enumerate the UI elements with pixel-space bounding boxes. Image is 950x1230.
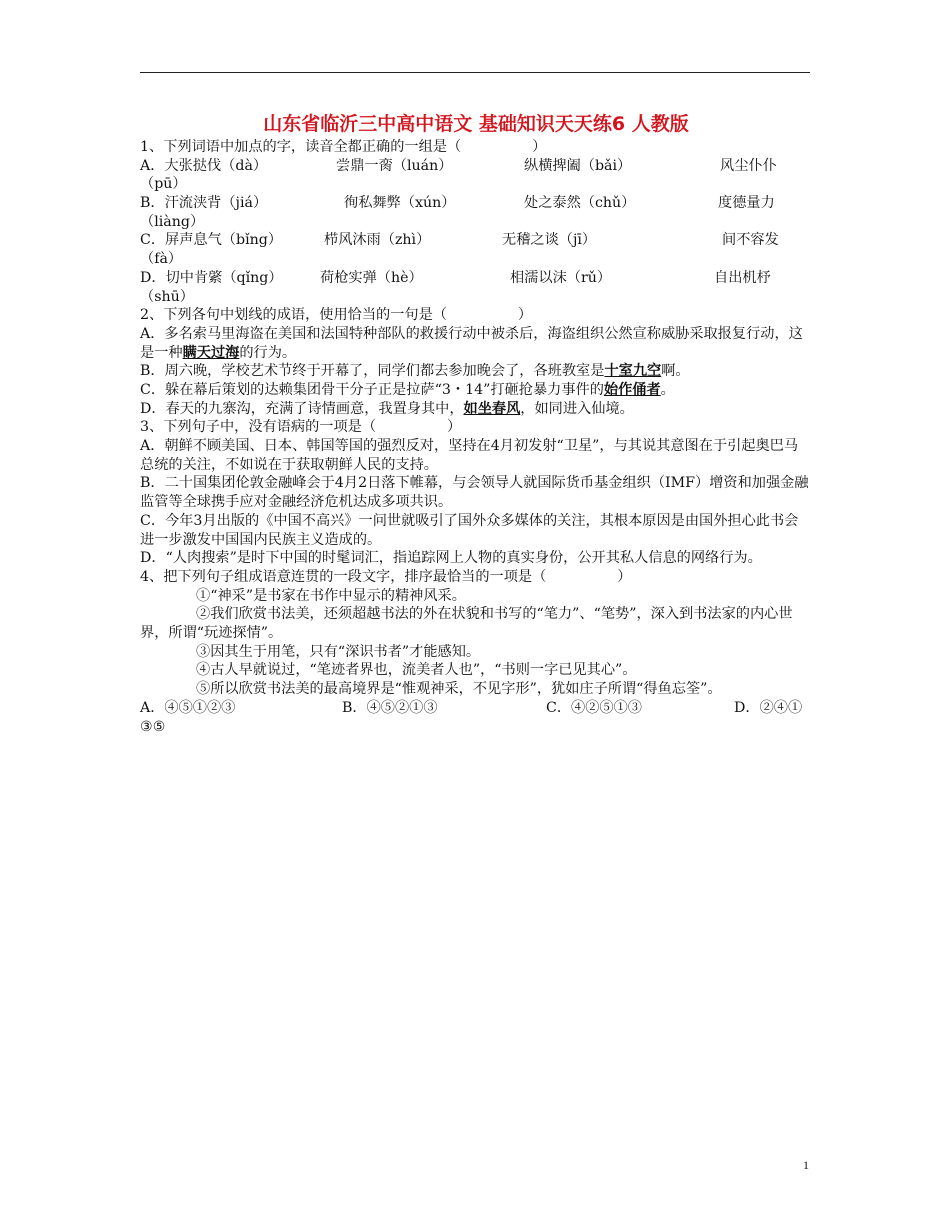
q2-c-text: C．躲在幕后策划的达赖集团骨干分子正是拉萨“3・14”打砸抢暴力事件的 xyxy=(140,381,604,398)
q2-d-text: D．春天的九寨沟，充满了诗情画意，我置身其中， xyxy=(140,400,464,417)
q1-d-item-3: 相濡以沫（rǔ） xyxy=(510,269,612,286)
q4-sentence-4: ④古人早就说过，“笔迹者界也，流美者人也”，“书则一字已见其心”。 xyxy=(196,662,637,679)
q1-stem: 1、下列词语中加点的字，读音全都正确的一组是（ ） xyxy=(140,139,547,155)
q2-c-tail: 。 xyxy=(660,381,675,398)
q2-a-text: A．多名索马里海盗在美国和法国特种部队的救援行动中被杀后，海盗组织公然宣称威胁采取报复行动，这是一种 xyxy=(140,325,803,361)
q1-d-item-1: D．切中肯綮（qǐng） xyxy=(140,269,283,286)
q1-c-item-1: C．屏声息气（bǐng） xyxy=(140,232,283,249)
q1-c-pinyin-wrap: （fà） xyxy=(140,251,183,268)
q3-stem: 3、下列句子中，没有语病的一项是（ ） xyxy=(140,419,462,436)
q4-stem: 4、把下列句子组成语意连贯的一段文字，排序最恰当的一项是（ ） xyxy=(140,568,632,585)
q4-option-d-wrap: ③⑤ xyxy=(140,718,166,735)
page-number: 1 xyxy=(803,1158,809,1172)
q2-option-a xyxy=(140,325,812,362)
q4-sentence-5: ⑤所以欣赏书法美的最高境界是“惟观神采，不见字形”，犹如庄子所谓“得鱼忘筌”。 xyxy=(196,681,722,698)
q2-c-idiom: 始作俑者 xyxy=(603,381,661,398)
q4-sentence-1: ①“神采”是书家在书作中显示的精神风采。 xyxy=(196,587,466,604)
document-title: 山东省临沂三中高中语文 基础知识天天练6 人教版 xyxy=(263,113,689,135)
q1-a-item-1: A．大张挞伐（dà） xyxy=(140,157,268,174)
q1-a-item-3: 纵横捭阖（bǎi） xyxy=(524,157,632,174)
q1-option-b xyxy=(140,194,812,213)
q1-c-item-3: 无稽之谈（jī） xyxy=(502,232,597,249)
q1-b-pinyin-wrap: （liàng） xyxy=(140,213,205,230)
q2-d-idiom: 如坐春风 xyxy=(463,400,521,417)
q1-b-item-2: 徇私舞弊（xún） xyxy=(344,195,456,212)
header-rule xyxy=(140,72,810,73)
q4-option-d: D．②④① xyxy=(734,699,803,716)
q3-option-b: B．二十国集团伦敦金融峰会于4月2日落下帷幕，与会领导人就国际货币基金组织（IMF）增资和加强金融监管等全球携手应对金融经济危机达成多项共识。 xyxy=(140,475,809,511)
q3-option-c: C．今年3月出版的《中国不高兴》一问世就吸引了国外众多媒体的关注，其根本原因是由国外担心此书会进一步激发中国国内民族主义造成的。 xyxy=(140,512,799,548)
q1-a-item-4: 风尘仆仆 xyxy=(720,157,777,174)
q4-option-b: B．④⑤②①③ xyxy=(342,699,438,716)
q1-b-item-3: 处之泰然（chǔ） xyxy=(524,195,636,212)
document-body xyxy=(140,112,812,736)
q2-a-tail: 的行为。 xyxy=(239,344,297,361)
q4-option-a: A．④⑤①②③ xyxy=(140,699,236,716)
q2-d-tail: ，如同进入仙境。 xyxy=(520,400,634,417)
q2-b-text: B．周六晚，学校艺术节终于开幕了，同学们都去参加晚会了，各班教室是 xyxy=(140,363,605,380)
q1-c-item-2: 栉风沐雨（zhì） xyxy=(324,232,431,249)
q1-d-pinyin-wrap: （shū） xyxy=(140,288,194,305)
q1-d-item-2: 荷枪实弹（hè） xyxy=(320,269,423,286)
q2-a-idiom: 瞒天过海 xyxy=(182,344,240,361)
q4-sentence-2: ②我们欣赏书法美，还须超越书法的外在状貌和书写的“笔力”、“笔势”，深入到书法家的内心世界，所谓“玩迹探情”。 xyxy=(140,606,793,642)
q1-a-pinyin-wrap: （pū） xyxy=(140,176,187,193)
q2-b-tail: 啊。 xyxy=(661,363,690,380)
q2-stem: 2、下列各句中划线的成语，使用恰当的一句是（ ） xyxy=(140,307,533,324)
q4-option-c: C．④②⑤①③ xyxy=(546,699,642,716)
q3-option-d: D．“人肉搜索”是时下中国的时髦词汇，指追踪网上人物的真实身份，公开其私人信息的网络行为。 xyxy=(140,550,762,567)
q4-sentence-3: ③因其生于用笔，只有“深识书者”才能感知。 xyxy=(196,643,481,660)
q1-option-c xyxy=(140,231,812,250)
q2-option-c xyxy=(140,381,812,400)
q2-b-idiom: 十室九空 xyxy=(604,363,662,380)
q1-d-item-4: 自出机杼 xyxy=(714,269,771,286)
q1-b-item-1: B．汗流浃背（jiá） xyxy=(140,195,268,212)
q2-option-b xyxy=(140,362,812,381)
q2-option-d xyxy=(140,400,812,419)
q1-option-d xyxy=(140,269,812,288)
q3-option-a: A．朝鲜不顾美国、日本、韩国等国的强烈反对，坚持在4月初发射“卫星”，与其说其意图在于引起奥巴马总统的关注，不如说在于获取朝鲜人民的支持。 xyxy=(140,438,799,473)
q1-c-item-4: 间不容发 xyxy=(722,232,779,249)
q1-option-a xyxy=(140,157,812,176)
q1-b-item-4: 度德量力 xyxy=(718,195,775,212)
q4-options xyxy=(140,699,812,718)
q1-a-item-2: 尝鼎一脔（luán） xyxy=(336,157,453,174)
